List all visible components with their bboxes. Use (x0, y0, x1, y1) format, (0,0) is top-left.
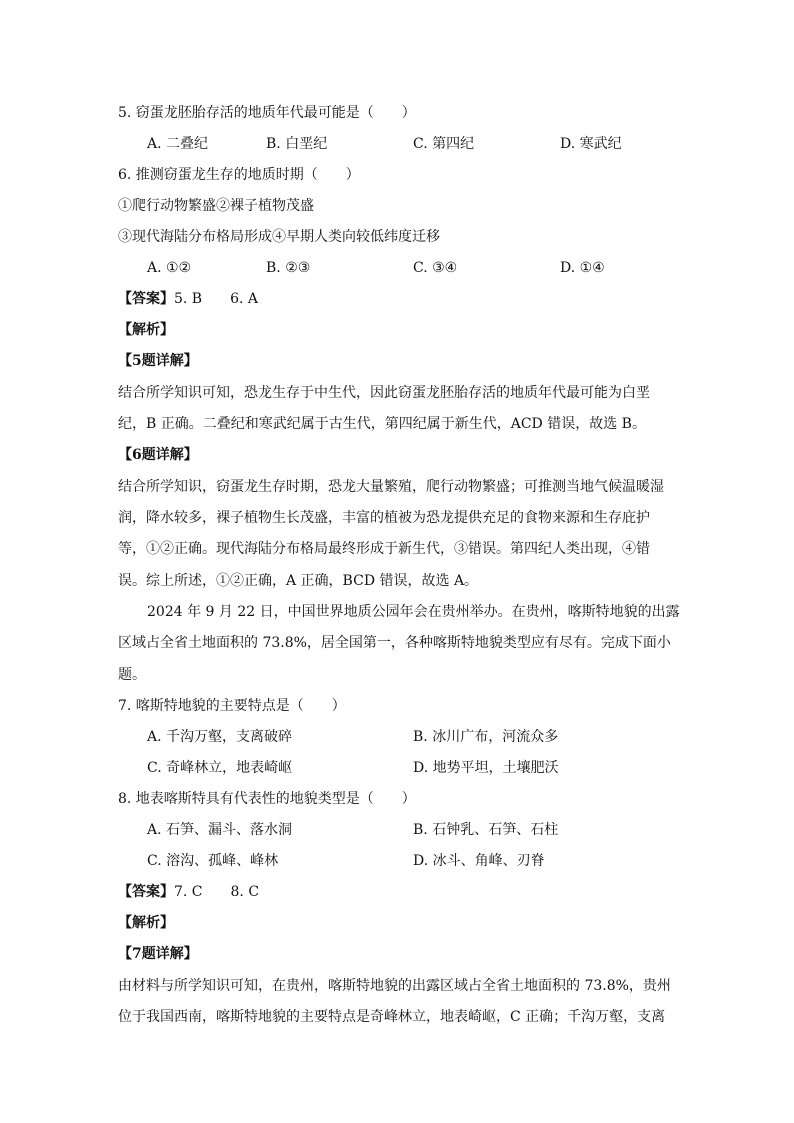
detail-7-heading: 【7题详解】 (118, 946, 198, 962)
answer-values: 5. B 6. A (174, 291, 259, 307)
q5-option-a: A. 二叠纪 (147, 136, 209, 152)
detail-5-line-1: 结合所学知识可知，恐龙生存于中生代，因此窃蛋龙胚胎存活的地质年代最可能为白垩 (118, 385, 650, 401)
analysis-heading-1: 【解析】 (118, 322, 174, 338)
q6-option-a: A. ①② (147, 260, 192, 276)
q5-option-d: D. 寒武纪 (560, 136, 622, 152)
q6-statements-2: ③现代海陆分布格局形成④早期人类向较低纬度迁移 (118, 229, 440, 245)
answer-values: 7. C 8. C (174, 884, 260, 900)
question-5-stem: 5. 窃蛋龙胚胎存活的地质年代最可能是（ ） (118, 105, 416, 121)
detail-7-line-1: 由材料与所学知识可知，在贵州，喀斯特地貌的出露区域占全省土地面积的 73.8%，贵州 (118, 978, 671, 994)
detail-6-line-2: 润，降水较多，裸子植物生长茂盛，丰富的植被为恐龙提供充足的食物来源和生存庇护 (118, 510, 650, 526)
question-7-stem: 7. 喀斯特地貌的主要特点是（ ） (118, 698, 346, 714)
q5-option-c: C. 第四纪 (413, 136, 475, 152)
question-6-stem: 6. 推测窃蛋龙生存的地质时期（ ） (118, 167, 360, 183)
detail-6-line-3: 等，①②正确。现代海陆分布格局最终形成于新生代，③错误。第四纪人类出现，④错 (118, 541, 650, 557)
q8-option-a: A. 石笋、漏斗、落水洞 (147, 822, 293, 838)
question-8-stem: 8. 地表喀斯特具有代表性的地貌类型是（ ） (118, 791, 416, 807)
analysis-heading-2: 【解析】 (118, 915, 174, 931)
q6-statements-1: ①爬行动物繁盛②裸子植物茂盛 (118, 198, 314, 214)
q8-option-b: B. 石钟乳、石笋、石柱 (413, 822, 559, 838)
detail-5-line-2: 纪，B 正确。二叠纪和寒武纪属于古生代，第四纪属于新生代，ACD 错误，故选 B。 (118, 416, 646, 432)
q6-option-c: C. ③④ (413, 260, 458, 276)
q7-option-d: D. 地势平坦，土壤肥沃 (413, 760, 559, 776)
detail-6-heading: 【6题详解】 (118, 447, 198, 463)
q7-option-c: C. 奇峰林立，地表崎岖 (147, 760, 293, 776)
detail-6-line-4: 误。综上所述，①②正确，A 正确，BCD 错误，故选 A。 (118, 573, 479, 589)
q6-option-b: B. ②③ (266, 260, 311, 276)
detail-6-line-1: 结合所学知识，窃蛋龙生存时期，恐龙大量繁殖，爬行动物繁盛；可推测当地气候温暖湿 (118, 479, 664, 495)
q8-option-d: D. 冰斗、角峰、刃脊 (413, 853, 545, 869)
answer-line-2 (118, 882, 259, 902)
answer-line-1 (118, 289, 258, 309)
q7-option-a: A. 千沟万壑，支离破碎 (147, 729, 293, 745)
material-line-1: 2024 年 9 月 22 日，中国世界地质公园年会在贵州举办。在贵州，喀斯特地貌的出露 (147, 604, 680, 620)
detail-7-line-2: 位于我国西南，喀斯特地貌的主要特点是奇峰林立，地表崎岖，C 正确；千沟万壑，支离 (118, 1009, 666, 1025)
material-line-3: 题。 (118, 667, 146, 683)
material-line-2: 区域占全省土地面积的 73.8%，居全国第一，各种喀斯特地貌类型应有尽有。完成下面小 (118, 635, 671, 651)
answer-label: 【答案】 (118, 884, 174, 900)
q7-option-b: B. 冰川广布，河流众多 (413, 729, 559, 745)
detail-5-heading: 【5题详解】 (118, 353, 198, 369)
q5-option-b: B. 白垩纪 (266, 136, 328, 152)
q6-option-d: D. ①④ (560, 260, 605, 276)
q8-option-c: C. 溶沟、孤峰、峰林 (147, 853, 279, 869)
answer-label: 【答案】 (118, 291, 174, 307)
